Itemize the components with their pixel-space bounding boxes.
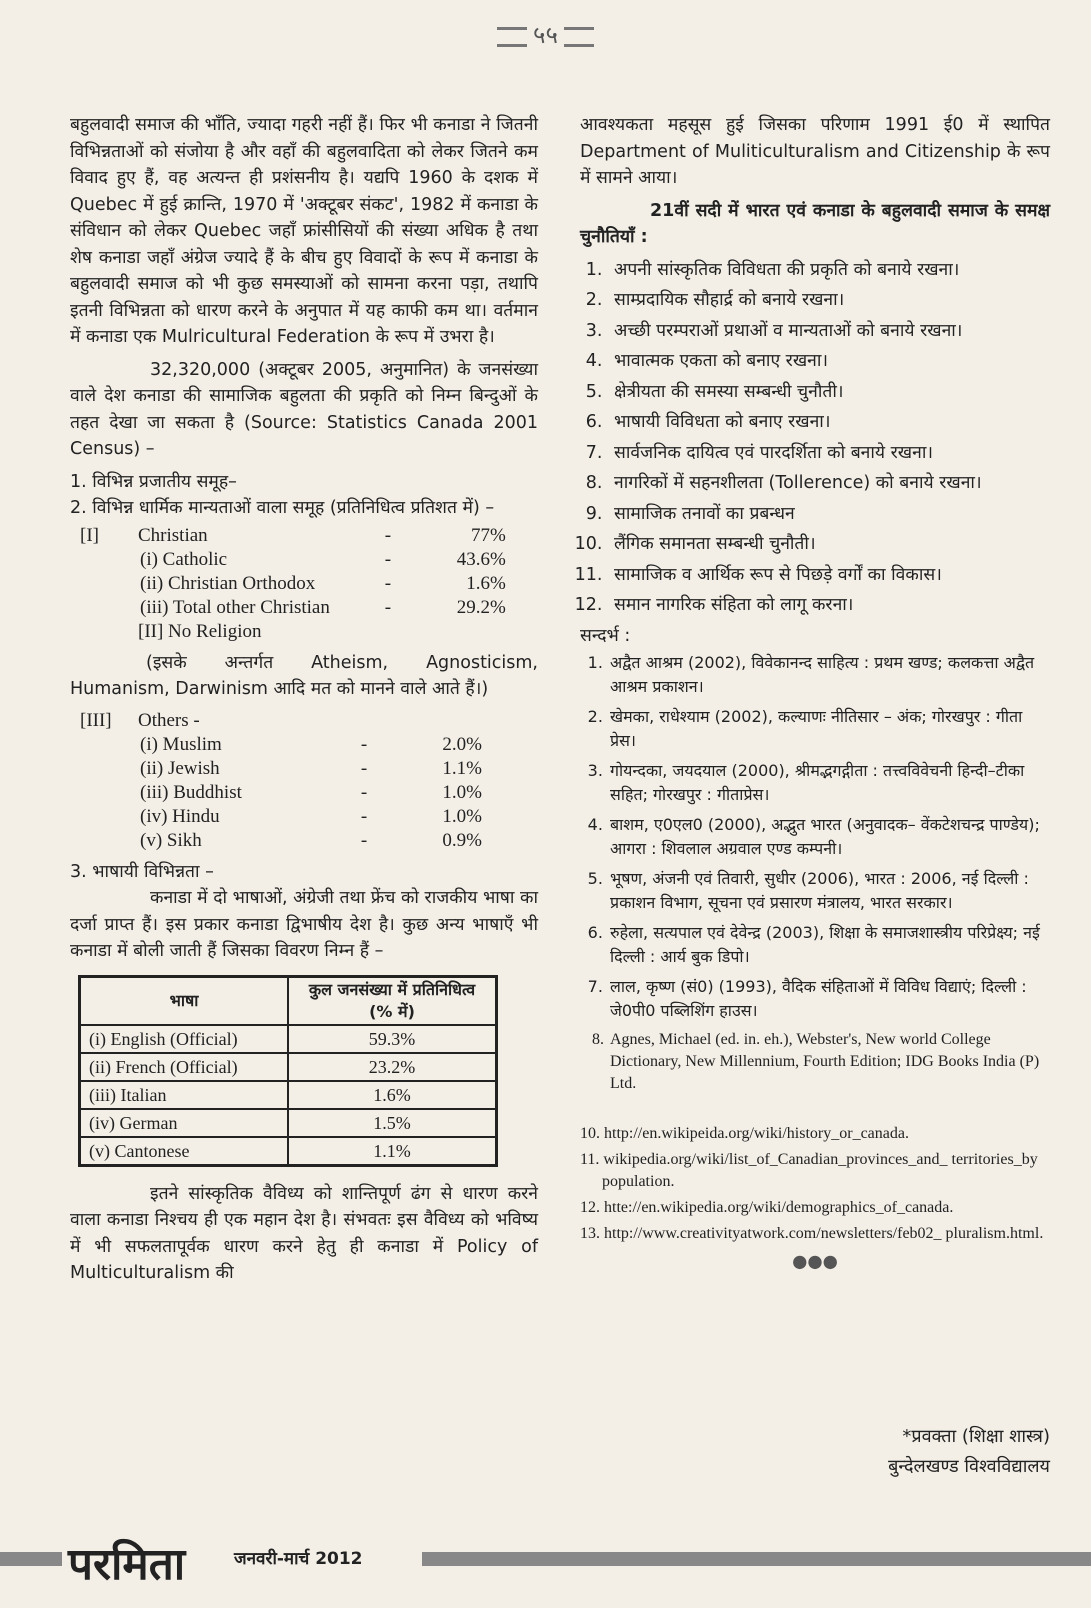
list-item: 2. साम्प्रदायिक सौहार्द्र को बनाये रखना। (608, 287, 1050, 314)
references-list (580, 651, 1050, 1095)
language-header: भाषा (80, 976, 289, 1025)
religion-label: Christian (138, 524, 208, 546)
language-cell: (iii) Italian (80, 1081, 289, 1109)
ornament-divider: ●●● (792, 1252, 838, 1272)
reference-item: 1. अद्वैत आश्रम (2002), विवेकानन्द साहित्य : प्रथम खण्ड; कलकत्ता अद्वैत आश्रम प्रकाशन। (608, 651, 1050, 699)
percent-cell: 1.1% (288, 1137, 497, 1166)
point-3: 3. भाषायी विभिन्नता – (70, 861, 214, 882)
list-item: 7. सार्वजनिक दायित्व एवं पारदर्शिता को बनाये रखना। (608, 440, 1050, 467)
right-column (580, 112, 1050, 1276)
religion-row (76, 757, 486, 781)
religion-table-others (76, 709, 486, 853)
left-para-2: 32,320,000 (अक्टूबर 2005, अनुमानित) के जनसंख्या वाले देश कनाडा की सामाजिक बहुलता की प्रकृति को निम्न बिन्दुओं के तहत देखा जा सकता है (Source: Statistics Canada 2001 Census) – (70, 359, 538, 459)
religion-row (76, 709, 486, 733)
page-number: ५५ (533, 21, 558, 49)
page-number-header (0, 18, 1091, 51)
left-column (70, 112, 538, 1293)
point-2: 2. विभिन्न धार्मिक मान्यताओं वाला समूह (प्रतिनिधित्व प्रतिशत में) – (70, 498, 495, 518)
religion-label: (ii) Christian Orthodox (140, 572, 316, 594)
web-references (580, 1123, 1050, 1245)
language-table-header (80, 976, 497, 1025)
web-reference-link[interactable]: 12. htte://en.wikipedia.org/wiki/demographics_of_canada. (580, 1199, 954, 1216)
religion-pct: 1.0% (442, 805, 482, 827)
religion-pct: 29.2% (456, 596, 506, 618)
religion-dash: - (384, 548, 392, 570)
religion-pct: 77% (471, 524, 506, 546)
religion-label: (iii) Total other Christian (140, 596, 330, 618)
religion-dash: - (384, 572, 392, 594)
magazine-logo: परमिता (68, 1539, 186, 1590)
religion-row (76, 781, 486, 805)
table-row (80, 1025, 497, 1053)
religion-row (76, 548, 510, 572)
religion-label: (iv) Hindu (140, 805, 220, 827)
web-reference-link[interactable]: 10. http://en.wikipeida.org/wiki/history_or_canada. (580, 1125, 909, 1142)
religion-table (76, 524, 510, 644)
religion-row (76, 596, 510, 620)
table-row (80, 1081, 497, 1109)
list-item: 3. अच्छी परम्पराओं प्रथाओं व मान्यताओं को बनाये रखना। (608, 318, 1050, 345)
web-reference-link[interactable]: 11. wikipedia.org/wiki/list_of_Canadian_provinces_and_ territories_by population. (580, 1151, 1038, 1190)
religion-note: (इसके अन्तर्गत Atheism, Agnosticism, Humanism, Darwinism आदि मत को मानने वाले आते हैं।) (70, 652, 538, 699)
point-1: 1. विभिन्न प्रजातीय समूह– (70, 471, 237, 492)
percent-cell: 1.6% (288, 1081, 497, 1109)
percent-cell: 23.2% (288, 1053, 497, 1081)
religion-row (76, 572, 510, 596)
religion-dash: - (360, 805, 368, 827)
reference-item: 8. Agnes, Michael (ed. in. eh.), Webster's, New world College Dictionary, New Millennium, Fourth Edition; IDG Books India (P) Ltd. (608, 1029, 1050, 1095)
reference-item: 4. बाशम, ए0एल0 (2000), अद्भुत भारत (अनुवादक– वेंकटेशचन्द्र पाण्डेय); आगरा : शिवलाल अग्रवाल एण्ड कम्पनी। (608, 813, 1050, 861)
challenges-heading: 21वीं सदी में भारत एवं कनाडा के बहुलवादी समाज के समक्ष चुनौतियाँ : (580, 200, 1050, 247)
challenges-list (580, 257, 1050, 619)
religion-section (76, 757, 134, 781)
religion-section: [I] (80, 524, 99, 546)
header-bar-right (564, 27, 594, 47)
religion-dash: - (360, 829, 368, 851)
religion-dash: - (360, 733, 368, 755)
page-footer (0, 1538, 1091, 1598)
footer-bar-right (422, 1552, 1091, 1566)
web-reference-link[interactable]: 13. http://www.creativityatwork.com/newsletters/feb02_ pluralism.html. (580, 1225, 1044, 1242)
right-para-1: आवश्यकता महसूस हुई जिसका परिणाम 1991 ई0 में स्थापित Department of Muliticulturalism and Citizenship के रूप में सामने आया। (580, 115, 1050, 188)
left-para-4: इतने सांस्कृतिक वैविध्य को शान्तिपूर्ण ढंग से धारण करने वाला कनाडा निश्चय ही एक महान देश है। संभवतः इस वैविध्य को भविष्य में भी सफलतापूर्वक धारण करने हेतु ही कनाडा में Policy of Multiculturalism की (70, 1183, 538, 1283)
table-row (80, 1109, 497, 1137)
religion-label: (v) Sikh (140, 829, 202, 851)
religion-row (76, 620, 510, 644)
religion-row (76, 733, 486, 757)
language-table (78, 975, 498, 1167)
percent-cell: 1.5% (288, 1109, 497, 1137)
language-cell: (v) Cantonese (80, 1137, 289, 1166)
author-university: बुन्देलखण्ड विश्वविद्यालय (888, 1456, 1050, 1477)
population-header: कुल जनसंख्या में प्रतिनिधित्व (% में) (288, 976, 497, 1025)
religion-section (76, 781, 134, 805)
religion-section: [III] (80, 709, 112, 731)
religion-dash: - (384, 596, 392, 618)
religion-pct: 2.0% (442, 733, 482, 755)
religion-label: [II] No Religion (138, 620, 262, 642)
reference-item: 7. लाल, कृष्ण (सं0) (1993), वैदिक संहिताओं में विविध विद्याएं; दिल्ली : जे0पी0 पब्लिशिंग हाउस। (608, 975, 1050, 1023)
language-cell: (i) English (Official) (80, 1025, 289, 1053)
religion-pct: 0.9% (442, 829, 482, 851)
list-item: 10. लैंगिक समानता सम्बन्धी चुनौती। (608, 531, 1050, 558)
religion-pct: 43.6% (456, 548, 506, 570)
footer-bar-left (0, 1552, 62, 1566)
religion-pct: 1.6% (466, 572, 506, 594)
religion-dash: - (384, 524, 392, 546)
religion-label: (iii) Buddhist (140, 781, 242, 803)
list-item: 8. नागरिकों में सहनशीलता (Tollerence) को बनाये रखना। (608, 470, 1050, 497)
references-title: सन्दर्भ : (580, 625, 631, 646)
left-para-1: बहुलवादी समाज की भाँति, ज्यादा गहरी नहीं हैं। फिर भी कनाडा ने जितनी विभिन्नताओं को संजोया है और वहाँ की बहुलवादिता को लेकर जितने कम विवाद हुए हैं, वह अत्यन्त ही प्रशंसनीय है। यद्यपि 1960 के दशक में Quebec में हुई क्रान्ति, 1970 में 'अक्टूबर संकट', 1982 में कनाडा के संविधान को लेकर Quebec जहाँ फ्रांसीसियों की संख्या अधिक है तथा शेष कनाडा जहाँ अंग्रेज ज्यादे हैं के बीच हुए विवादों के रूप में कनाडा के बहुलवादी समाज को भी कुछ समस्याओं को सामना करना पड़ा, तथापि इतनी विभिन्नता को धारण करने के अनुपात में यह काफी कम था। वर्तमान में कनाडा एक Mulricultural Federation के रूप में उभरा है। (70, 115, 538, 347)
religion-label: (i) Catholic (140, 548, 228, 570)
author-signature (790, 1422, 1050, 1482)
religion-row (76, 524, 510, 548)
religion-row (76, 805, 486, 829)
religion-label: (i) Muslim (140, 733, 222, 755)
religion-section (76, 572, 134, 596)
religion-row (76, 829, 486, 853)
table-row (80, 1137, 497, 1166)
author-title: *प्रवक्ता (शिक्षा शास्त्र) (902, 1426, 1050, 1447)
religion-section (76, 733, 134, 757)
religion-section (76, 596, 134, 620)
religion-pct: 1.1% (442, 757, 482, 779)
header-bar-left (497, 27, 527, 47)
issue-date: जनवरी-मार्च 2012 (234, 1549, 363, 1569)
percent-cell: 59.3% (288, 1025, 497, 1053)
table-row (80, 1053, 497, 1081)
reference-item: 3. गोयन्दका, जयदयाल (2000), श्रीमद्भगद्गीता : तत्त्वविवेचनी हिन्दी–टीका सहित; गोरखपुर : गीताप्रेस। (608, 759, 1050, 807)
religion-pct: 1.0% (442, 781, 482, 803)
list-item: 11. सामाजिक व आर्थिक रूप से पिछड़े वर्गों का विकास। (608, 562, 1050, 589)
language-cell: (iv) German (80, 1109, 289, 1137)
religion-label: (ii) Jewish (140, 757, 220, 779)
religion-section (76, 829, 134, 853)
reference-item: 6. रुहेला, सत्यपाल एवं देवेन्द्र (2003), शिक्षा के समाजशास्त्रीय परिप्रेक्ष्य; नई दिल्ली : आर्य बुक डिपो। (608, 921, 1050, 969)
list-item: 12. समान नागरिक संहिता को लागू करना। (608, 592, 1050, 619)
left-para-3: कनाडा में दो भाषाओं, अंग्रेजी तथा फ्रेंच को राजकीय भाषा का दर्जा प्राप्त हैं। इस प्रकार कनाडा द्विभाषीय देश है। कुछ अन्य भाषाएँ भी कनाडा में बोली जाती हैं जिसका विवरण निम्न हैं – (70, 888, 538, 961)
religion-dash: - (360, 781, 368, 803)
religion-section (76, 805, 134, 829)
list-item: 4. भावात्मक एकता को बनाए रखना। (608, 348, 1050, 375)
religion-dash: - (360, 757, 368, 779)
language-cell: (ii) French (Official) (80, 1053, 289, 1081)
list-item: 5. क्षेत्रीयता की समस्या सम्बन्धी चुनौती। (608, 379, 1050, 406)
religion-label: Others - (138, 709, 200, 731)
list-item: 6. भाषायी विविधता को बनाए रखना। (608, 409, 1050, 436)
list-item: 1. अपनी सांस्कृतिक विविधता की प्रकृति को बनाये रखना। (608, 257, 1050, 284)
reference-item: 2. खेमका, राधेश्याम (2002), कल्याणः नीतिसार – अंक; गोरखपुर : गीता प्रेस। (608, 705, 1050, 753)
reference-item: 5. भूषण, अंजनी एवं तिवारी, सुधीर (2006), भारत : 2006, नई दिल्ली : प्रकाशन विभाग, सूचना एवं प्रसारण मंत्रालय, भारत सरकार। (608, 867, 1050, 915)
religion-section (76, 548, 134, 572)
list-item: 9. सामाजिक तनावों का प्रबन्धन (608, 501, 1050, 528)
